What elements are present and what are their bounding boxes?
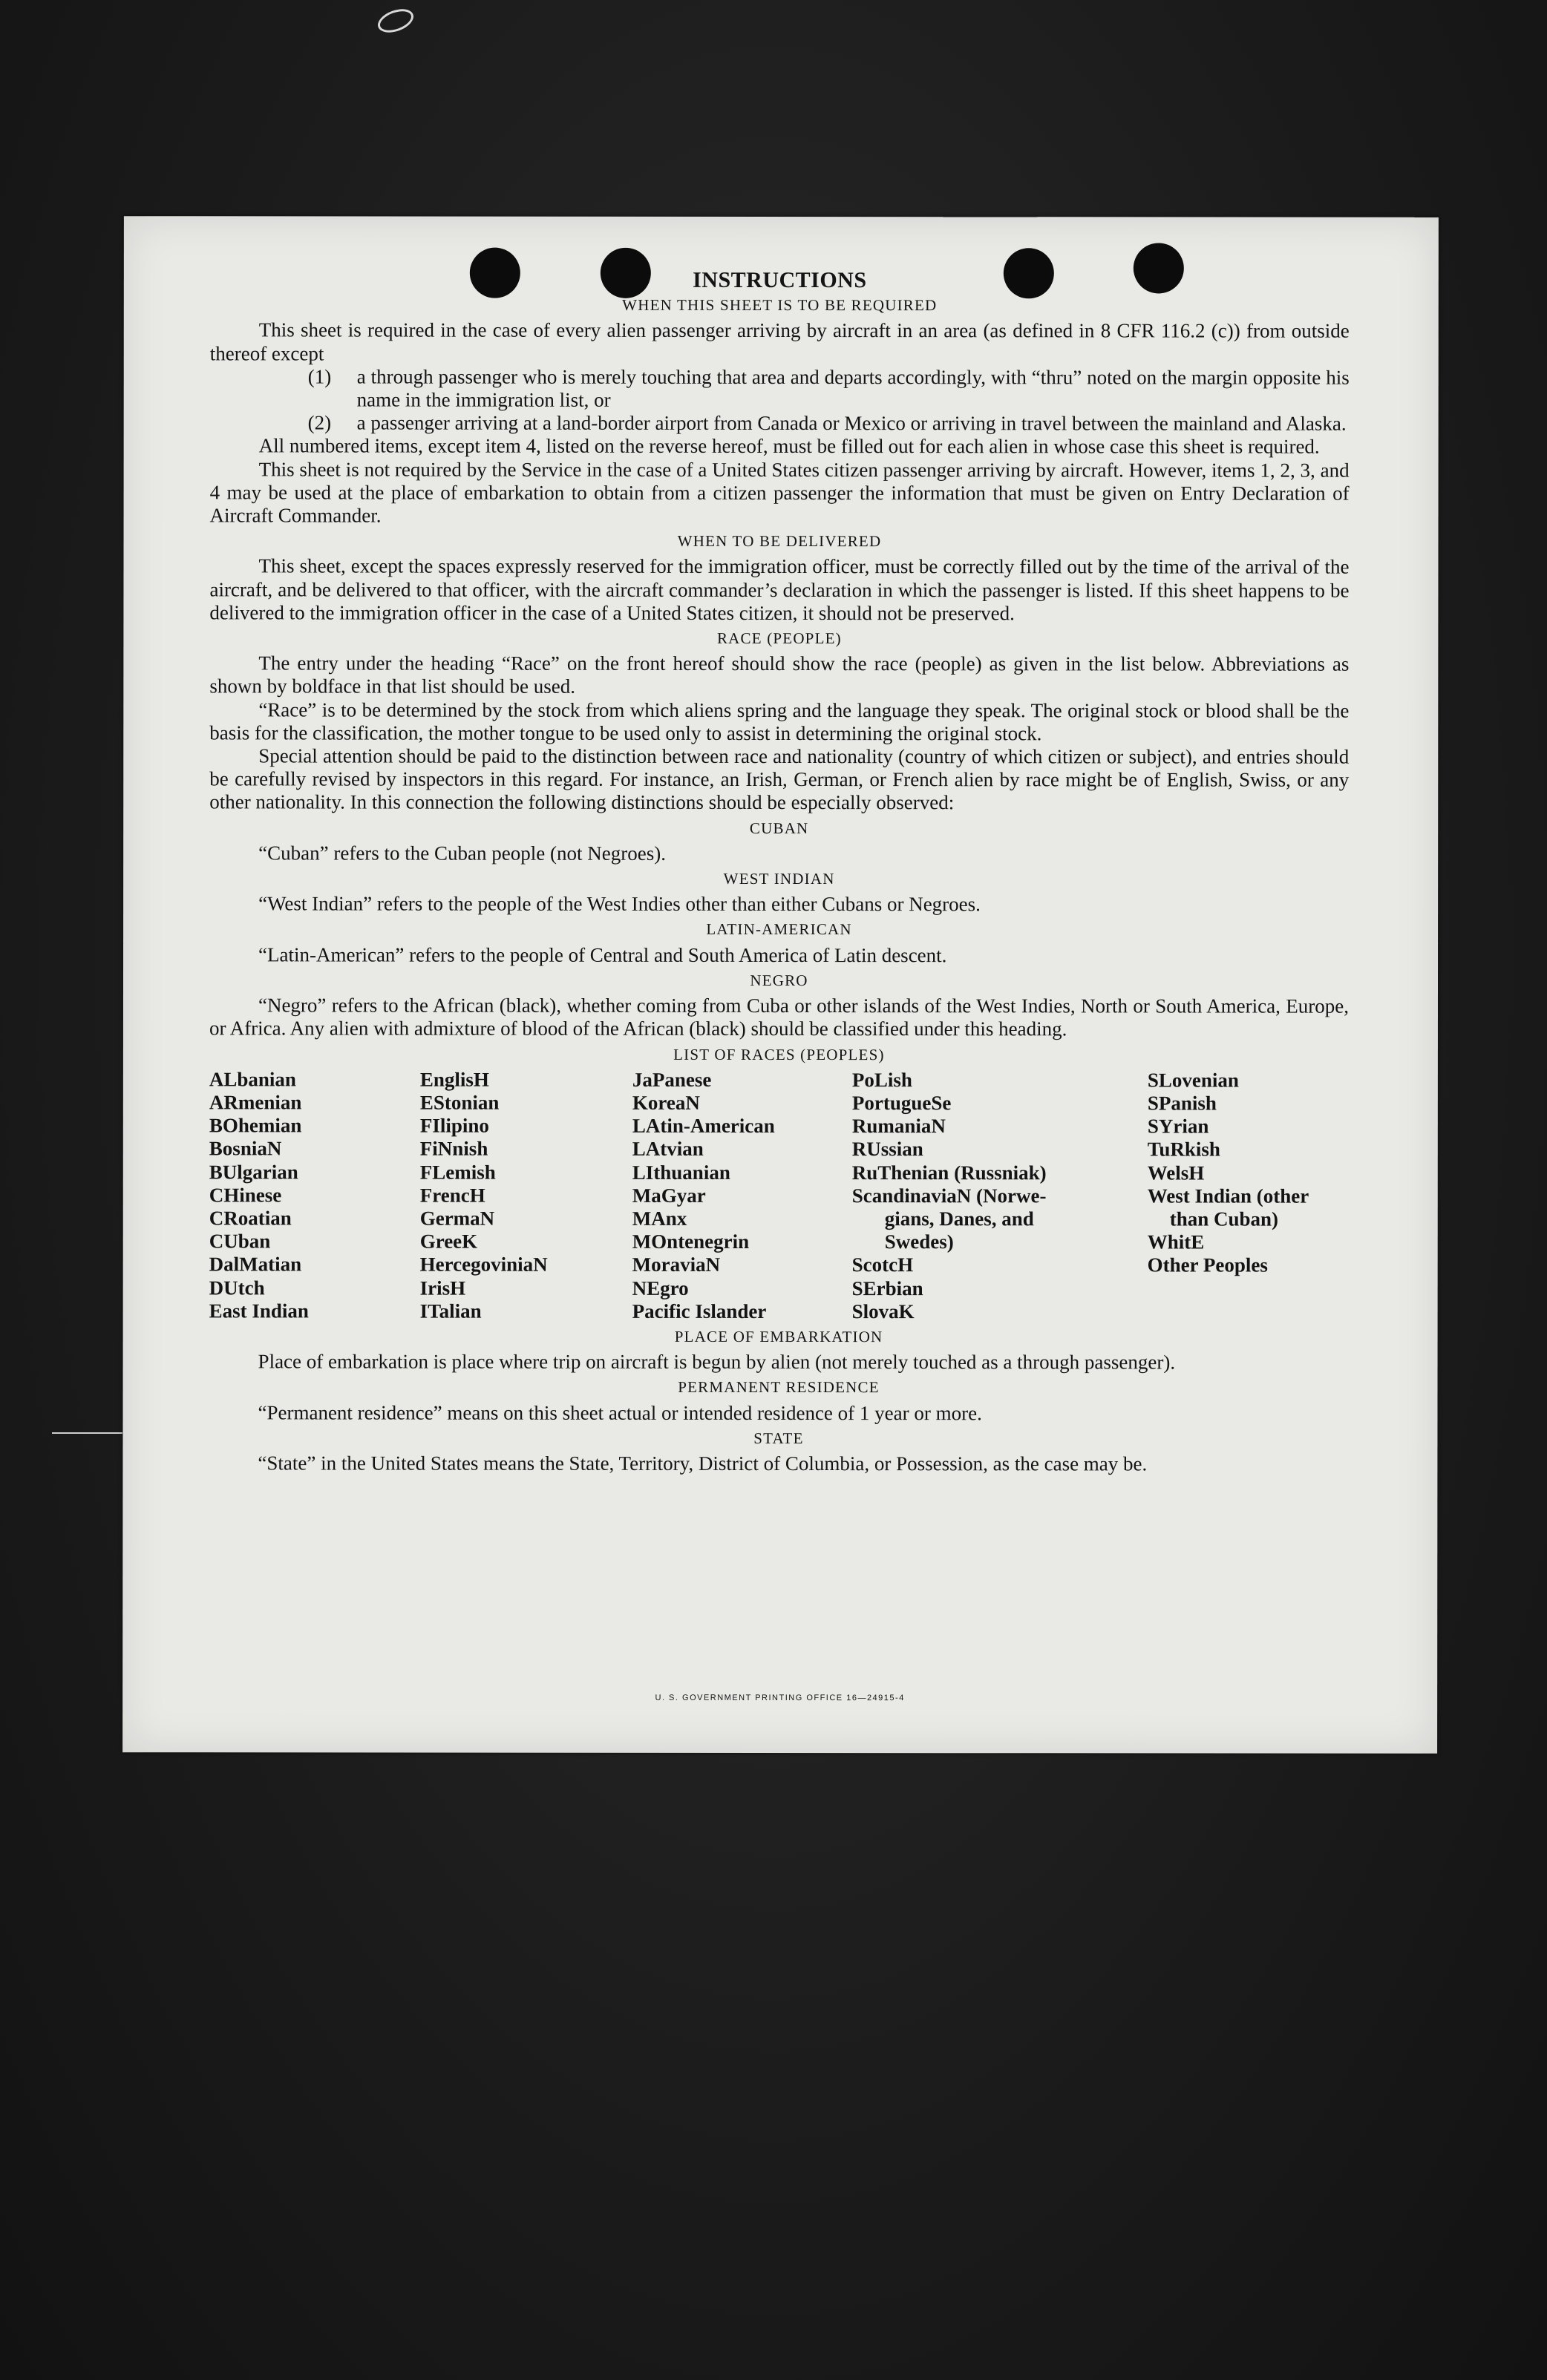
scan-mark bbox=[375, 4, 417, 36]
race-entry: DalMatian bbox=[209, 1253, 302, 1276]
race-entry: Pacific Islander bbox=[632, 1299, 767, 1322]
heading-race: RACE (PEOPLE) bbox=[716, 629, 842, 648]
race-entry: ScotcH bbox=[851, 1253, 914, 1276]
races-column bbox=[632, 1069, 852, 1323]
race-entry: gians, Danes, and bbox=[884, 1207, 1034, 1230]
race-entry: SErbian bbox=[851, 1276, 923, 1299]
heading-negro: NEGRO bbox=[750, 971, 808, 989]
race-entry: BosniaN bbox=[209, 1137, 282, 1160]
race-entry: ScandinaviaN (Norwe- bbox=[851, 1184, 1047, 1207]
paragraph: All numbered items, except item 4, listed on the reverse hereof, must be filled out for each alien in whose case this sheet is required. bbox=[258, 434, 1320, 459]
paragraph: “Permanent residence” means on this sheet actual or intended residence of 1 year or more. bbox=[258, 1400, 982, 1424]
paragraph: “West Indian” refers to the people of the West Indies other than either Cubans or Negroes. bbox=[258, 892, 981, 916]
race-entry: SYrian bbox=[1147, 1115, 1209, 1138]
race-entry: RumaniaN bbox=[851, 1115, 946, 1138]
paragraph: The entry under the heading “Race” on the front hereof should show the race (people) as given in the list below. Abbreviations as shown by boldface in that list should be used. bbox=[209, 652, 1350, 698]
instructions-body bbox=[209, 268, 1349, 1475]
race-entry: NEgro bbox=[632, 1276, 689, 1299]
heading-latin-american: LATIN-AMERICAN bbox=[706, 920, 852, 939]
race-entry: ALbanian bbox=[209, 1068, 296, 1091]
list-item bbox=[308, 412, 1350, 436]
races-column bbox=[1148, 1069, 1349, 1323]
race-entry: PortugueSe bbox=[851, 1091, 952, 1115]
races-column bbox=[420, 1068, 632, 1322]
race-entry: RUssian bbox=[851, 1138, 923, 1161]
race-entry: TuRkish bbox=[1147, 1138, 1220, 1161]
list-item bbox=[308, 365, 1350, 413]
race-entry: WhitE bbox=[1147, 1230, 1205, 1253]
paragraph: This sheet, except the spaces expressly reserved for the immigration officer, must be correctly filled out by the time of the arrival of the aircraft, and be delivered to that officer, with the aircraft commander’s declaration in which the passenger is listed. If this sheet happens to be delivered to the immigration officer in the case of a United States citizen, it should not be preserved. bbox=[209, 554, 1350, 625]
race-entry: FrencH bbox=[419, 1184, 485, 1207]
race-entry: HercegoviniaN bbox=[419, 1253, 548, 1276]
paragraph: “Cuban” refers to the Cuban people (not Negroes). bbox=[258, 842, 666, 865]
race-entry: ARmenian bbox=[209, 1091, 302, 1114]
paragraph: This sheet is required in the case of every alien passenger arriving by aircraft in an area (as defined in 8 CFR 116.2 (c)) from outside thereof except bbox=[209, 318, 1350, 365]
race-entry: MoraviaN bbox=[632, 1253, 721, 1276]
item-number: (1) bbox=[307, 365, 332, 388]
race-entry: SlovaK bbox=[851, 1299, 915, 1322]
paragraph: Special attention should be paid to the distinction between race and nationality (country of which citizen or subject), and entries should be carefully revised by inspectors in this regard. For instance, an Irish, German, or French alien by race might be of English, Swiss, or any other nationality. In this connection the following distinctions should be especially observed: bbox=[209, 744, 1350, 814]
paragraph: “Latin-American” refers to the people of Central and South America of Latin descent. bbox=[258, 943, 947, 966]
race-entry: FIlipino bbox=[419, 1114, 489, 1137]
race-entry: EnglisH bbox=[419, 1068, 489, 1091]
heading-west-indian: WEST INDIAN bbox=[723, 870, 835, 888]
race-entry: FiNnish bbox=[419, 1137, 488, 1160]
race-entry: Other Peoples bbox=[1147, 1253, 1268, 1276]
race-entry: DUtch bbox=[209, 1276, 265, 1299]
heading-when-delivered: WHEN TO BE DELIVERED bbox=[677, 532, 882, 551]
race-entry: CUban bbox=[209, 1230, 271, 1253]
paragraph: This sheet is not required by the Service in the case of a United States citizen passenger arriving by aircraft. However, items 1, 2, 3, and 4 may be used at the place of embarkation to obtain from a citizen passenger the information that must be given on Entry Declaration of Aircraft Commander. bbox=[209, 458, 1350, 527]
race-entry: East Indian bbox=[209, 1299, 309, 1322]
race-entry: SLovenian bbox=[1147, 1069, 1239, 1092]
race-entry: MaGyar bbox=[632, 1184, 706, 1207]
race-entry: MOntenegrin bbox=[632, 1230, 750, 1253]
race-entry: CRoatian bbox=[209, 1207, 292, 1230]
heading-when-required: WHEN THIS SHEET IS TO BE REQUIRED bbox=[622, 296, 938, 315]
race-entry: GermaN bbox=[419, 1207, 495, 1230]
race-entry: ITalian bbox=[419, 1299, 482, 1322]
races-list bbox=[209, 1068, 1349, 1324]
races-column bbox=[852, 1069, 1148, 1324]
heading-list-of-races: LIST OF RACES (PEOPLES) bbox=[673, 1045, 885, 1063]
race-entry: WelsH bbox=[1147, 1161, 1205, 1184]
races-column bbox=[209, 1068, 420, 1322]
race-entry: LIthuanian bbox=[632, 1161, 730, 1184]
heading-residence: PERMANENT RESIDENCE bbox=[678, 1378, 880, 1397]
item-text: a passenger arriving at a land-border airport from Canada or Mexico or arriving in travel between the mainland and Alaska. bbox=[356, 411, 1347, 435]
race-entry: BUlgarian bbox=[209, 1160, 298, 1183]
race-entry: JaPanese bbox=[632, 1068, 712, 1091]
item-text: a through passenger who is merely touching that area and departs accordingly, with “thru” noted on the margin opposite his name in the immigration list, or bbox=[356, 365, 1350, 411]
heading-state: STATE bbox=[753, 1429, 804, 1447]
paragraph: “Negro” refers to the African (black), whether coming from Cuba or other islands of the West Indies, North or South America, Europe, or Africa. Any alien with admixture of blood of the African (black) should be classified under this heading. bbox=[209, 994, 1349, 1040]
paragraph: “Race” is to be determined by the stock from which aliens spring and the language they speak. The original stock or blood shall be the basis for the classification, the mother tongue to be used only to assist in determining the original stock. bbox=[209, 698, 1350, 745]
heading-cuban: CUBAN bbox=[749, 819, 809, 837]
heading-embarkation: PLACE OF EMBARKATION bbox=[674, 1327, 883, 1346]
paragraph: Place of embarkation is place where trip on aircraft is begun by alien (not merely touched as a through passenger). bbox=[258, 1350, 1176, 1374]
printing-office-note: U. S. GOVERNMENT PRINTING OFFICE 16—24915-4 bbox=[655, 1693, 905, 1703]
race-entry: BOhemian bbox=[209, 1114, 302, 1137]
race-entry: IrisH bbox=[419, 1276, 466, 1299]
race-entry: West Indian (other bbox=[1147, 1184, 1309, 1207]
page-title: INSTRUCTIONS bbox=[693, 267, 867, 293]
race-entry: MAnx bbox=[632, 1207, 687, 1230]
race-entry: Swedes) bbox=[884, 1230, 954, 1253]
race-entry: PoLish bbox=[851, 1068, 912, 1091]
race-entry: than Cuban) bbox=[1169, 1207, 1279, 1230]
race-entry: CHinese bbox=[209, 1184, 282, 1207]
race-entry: LAtvian bbox=[632, 1138, 704, 1161]
race-entry: SPanish bbox=[1147, 1092, 1217, 1115]
race-entry: LAtin-American bbox=[632, 1114, 775, 1138]
race-entry: KoreaN bbox=[632, 1091, 700, 1114]
race-entry: RuThenian (Russniak) bbox=[851, 1161, 1047, 1184]
item-number: (2) bbox=[307, 411, 332, 434]
race-entry: GreeK bbox=[419, 1230, 478, 1253]
race-entry: FLemish bbox=[419, 1161, 496, 1184]
scan-mark bbox=[52, 1432, 122, 1434]
race-entry: EStonian bbox=[419, 1091, 500, 1114]
document-sheet bbox=[122, 216, 1439, 1754]
paragraph: “State” in the United States means the State, Territory, District of Columbia, or Possession, as the case may be. bbox=[258, 1452, 1148, 1475]
